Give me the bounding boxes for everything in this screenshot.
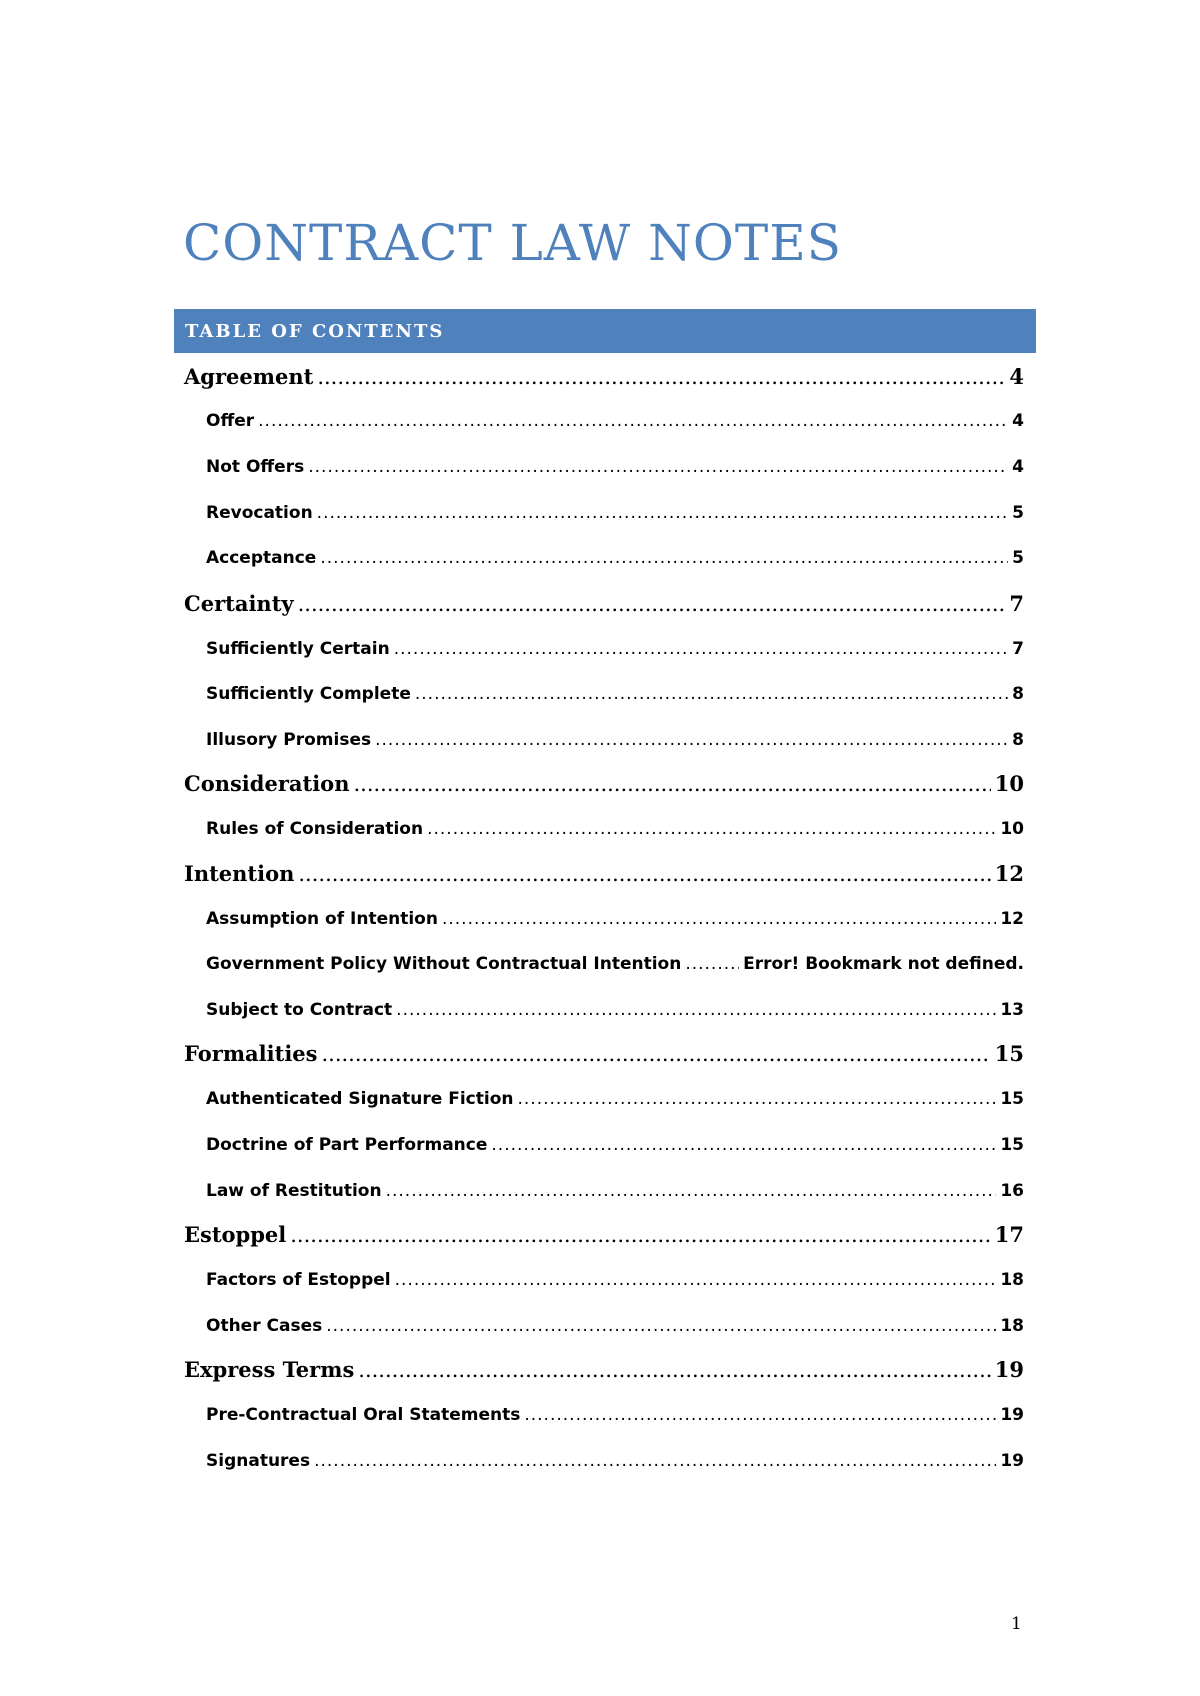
toc-dot-leader	[685, 954, 739, 974]
toc-entry-label: Illusory Promises	[206, 730, 372, 750]
toc-subsection-link[interactable]	[184, 411, 1024, 431]
toc-entry-label: Formalities	[184, 1041, 318, 1066]
toc-entry-label: Agreement	[184, 364, 314, 389]
toc-page-number: 5	[1012, 503, 1024, 523]
toc-dot-leader	[386, 1181, 997, 1201]
toc-dot-leader	[314, 1451, 996, 1471]
toc-entry-label: Certainty	[184, 591, 294, 616]
toc-page-number: 5	[1012, 548, 1024, 568]
toc-subsection-link[interactable]	[184, 1181, 1024, 1201]
toc-subsection-link[interactable]	[184, 457, 1024, 477]
toc-dot-leader	[518, 1089, 997, 1109]
toc-page-number: 10	[994, 771, 1024, 796]
toc-subsection-link[interactable]	[184, 503, 1024, 523]
toc-subsection-link[interactable]	[184, 1405, 1024, 1425]
toc-page-number: 15	[1000, 1135, 1024, 1155]
toc-dot-leader	[298, 591, 1006, 616]
toc-entry-label: Intention	[184, 861, 295, 886]
toc-page-number: 4	[1012, 411, 1024, 431]
toc-entry-label: Subject to Contract	[206, 1000, 393, 1020]
toc-entry-label: Estoppel	[184, 1222, 287, 1247]
toc-subsection-link[interactable]	[184, 909, 1024, 929]
toc-section-link[interactable]	[184, 591, 1024, 616]
toc-entry-label: Signatures	[206, 1451, 311, 1471]
toc-subsection-link[interactable]	[184, 1089, 1024, 1109]
toc-subsection-link[interactable]	[184, 819, 1024, 839]
toc-section-link[interactable]	[184, 1222, 1024, 1247]
toc-dot-leader	[358, 1357, 990, 1382]
toc-dot-leader	[394, 639, 1008, 659]
toc-entry-label: Acceptance	[206, 548, 317, 568]
toc-page-number: 15	[994, 1041, 1024, 1066]
toc-subsection-link[interactable]	[184, 1316, 1024, 1336]
toc-dot-leader	[491, 1135, 996, 1155]
toc-entry-label: Other Cases	[206, 1316, 323, 1336]
toc-page-number: 12	[1000, 909, 1024, 929]
toc-subsection-link[interactable]	[184, 639, 1024, 659]
toc-section-link[interactable]	[184, 1041, 1024, 1066]
toc-dot-leader	[524, 1405, 996, 1425]
toc-dot-leader	[396, 1000, 996, 1020]
toc-entry-label: Consideration	[184, 771, 350, 796]
document-title: CONTRACT LAW NOTES	[183, 214, 843, 272]
toc-entry-label: Express Terms	[184, 1357, 355, 1382]
toc-entry-label: Offer	[206, 411, 255, 431]
toc-page-number: 16	[1000, 1181, 1024, 1201]
toc-dot-leader	[326, 1316, 996, 1336]
table-of-contents	[184, 0, 1024, 1696]
toc-entry-label: Not Offers	[206, 457, 305, 477]
toc-page-number: Error! Bookmark not defined.	[743, 954, 1024, 974]
toc-dot-leader	[317, 503, 1008, 523]
toc-subsection-link[interactable]	[184, 548, 1024, 568]
toc-dot-leader	[321, 1041, 990, 1066]
toc-page-number: 13	[1000, 1000, 1024, 1020]
toc-dot-leader	[308, 457, 1008, 477]
toc-entry-label: Sufficiently Certain	[206, 639, 390, 659]
toc-page-number: 8	[1012, 730, 1024, 750]
toc-section-link[interactable]	[184, 861, 1024, 886]
toc-page-number: 7	[1012, 639, 1024, 659]
toc-dot-leader	[415, 684, 1008, 704]
toc-section-link[interactable]	[184, 771, 1024, 796]
toc-subsection-link[interactable]	[184, 1000, 1024, 1020]
toc-dot-leader	[317, 364, 1005, 389]
toc-page-number: 19	[1000, 1405, 1024, 1425]
toc-dot-leader	[395, 1270, 997, 1290]
toc-dot-leader	[353, 771, 990, 796]
toc-dot-leader	[375, 730, 1008, 750]
toc-page-number: 18	[1000, 1316, 1024, 1336]
toc-dot-leader	[427, 819, 996, 839]
toc-page-number: 8	[1012, 684, 1024, 704]
toc-page-number: 17	[994, 1222, 1024, 1247]
toc-page-number: 19	[994, 1357, 1024, 1382]
toc-subsection-link[interactable]	[184, 954, 1024, 974]
toc-entry-label: Revocation	[206, 503, 313, 523]
toc-entry-label: Assumption of Intention	[206, 909, 438, 929]
toc-dot-leader	[258, 411, 1008, 431]
toc-dot-leader	[290, 1222, 991, 1247]
toc-page-number: 4	[1009, 364, 1024, 389]
toc-entry-label: Doctrine of Part Performance	[206, 1135, 488, 1155]
toc-page-number: 15	[1000, 1089, 1024, 1109]
toc-dot-leader	[298, 861, 990, 886]
toc-subsection-link[interactable]	[184, 1270, 1024, 1290]
toc-subsection-link[interactable]	[184, 1135, 1024, 1155]
toc-section-link[interactable]	[184, 364, 1024, 389]
toc-subsection-link[interactable]	[184, 1451, 1024, 1471]
toc-page-number: 7	[1009, 591, 1024, 616]
toc-dot-leader	[320, 548, 1008, 568]
toc-page-number: 12	[994, 861, 1024, 886]
toc-entry-label: Rules of Consideration	[206, 819, 424, 839]
toc-entry-label: Pre-Contractual Oral Statements	[206, 1405, 521, 1425]
toc-entry-label: Factors of Estoppel	[206, 1270, 391, 1290]
toc-section-link[interactable]	[184, 1357, 1024, 1382]
toc-subsection-link[interactable]	[184, 684, 1024, 704]
toc-dot-leader	[442, 909, 996, 929]
toc-page-number: 4	[1012, 457, 1024, 477]
toc-heading: TABLE OF CONTENTS	[185, 320, 445, 342]
toc-entry-label: Authenticated Signature Fiction	[206, 1089, 514, 1109]
toc-page-number: 19	[1000, 1451, 1024, 1471]
toc-entry-label: Law of Restitution	[206, 1181, 382, 1201]
toc-page-number: 10	[1000, 819, 1024, 839]
page-number: 1	[1011, 1614, 1022, 1634]
toc-entry-label: Government Policy Without Contractual Intention	[206, 954, 682, 974]
toc-subsection-link[interactable]	[184, 730, 1024, 750]
toc-entry-label: Sufficiently Complete	[206, 684, 411, 704]
toc-page-number: 18	[1000, 1270, 1024, 1290]
